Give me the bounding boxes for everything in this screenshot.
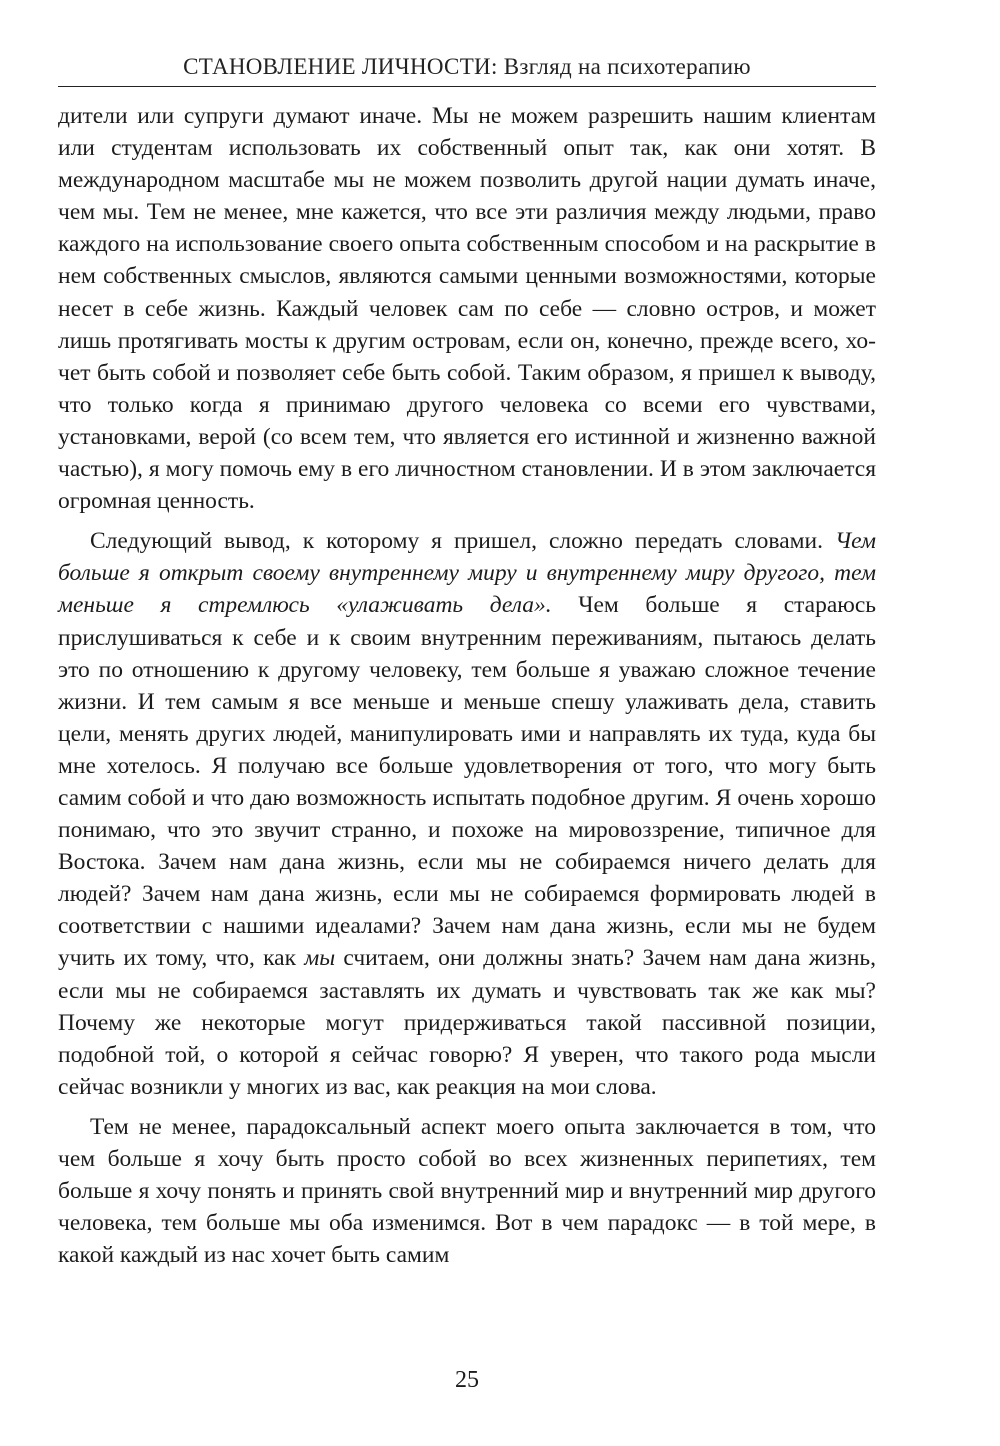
paragraph-2-lead: Следующий вывод, к которому я пришел, сложно передать словами.: [90, 528, 835, 555]
paragraph-2-italic-emphasis: Чем больше я открыт своему внутреннему миру и внутреннему миру другого, тем меньше я стремлюсь «улаживать дела».: [58, 528, 876, 619]
header-rule: [58, 86, 876, 87]
running-header: [58, 54, 876, 80]
paragraph-2-middle: Чем больше я стараюсь прислушиваться к себе и к своим внутренним переживаниям, пытаюсь делать это по отношению к другому человеку, тем больше я уважаю сложное течение жизни. И тем самым я все меньше и меньше спешу улаживать дела, ставить цели, менять других людей, манипулировать ими и направлять их туда, куда бы мне хотелось. Я получаю все больше удовлетворения от того, что могу быть самим собой и что даю возможность испытать подобное другим. Я очень хорошо понимаю, что это звучит странно, и похоже на мировоззрение, типичное для Востока. Зачем нам дана жизнь, если мы не собираемся ничего делать для людей? Зачем нам дана жизнь, если мы не собираемся формировать людей в соответствии с нашими идеалами? Зачем нам дана жизнь, если мы не будем учить их тому, что, как: [58, 592, 876, 972]
paragraph-2-tail: считаем, они должны знать? Зачем нам дана жизнь, если мы не собираемся заставлять их думать и чувствовать так же как мы? Почему же некоторые могут придерживаться такой пассивной позиции, подобной той, о которой я сейчас говорю? Я уверен, что такого рода мысли сейчас возникли у многих из вас, как реакция на мои слова.: [58, 945, 876, 1100]
paragraph-2-italic-word: мы: [304, 945, 336, 972]
body-text: [58, 100, 876, 1271]
page-number: 25: [455, 1367, 479, 1393]
running-header-title: СТАНОВЛЕНИЕ ЛИЧНОСТИ:: [183, 54, 498, 79]
paragraph-1: дители или супруги думают иначе. Мы не можем разрешить нашим клиентам или студентам использовать их собственный опыт так, как они хотят. В международном масштабе мы не можем позволить другой нации думать иначе, чем мы. Тем не менее, мне кажется, что все эти различия между людьми, право каждого на использование своего опыта собственным способом и на раскрытие в нем собственных смыслов, являются самыми ценными возможностями, которые несет в себе жизнь. Каждый человек сам по себе — словно остров, и может лишь протягивать мосты к другим островам, если он, конечно, прежде всего, хочет быть собой и позволяет себе быть собой. Таким образом, я пришел к выводу, что только когда я принимаю другого человека со всеми его чувствами, установками, верой (со всем тем, что является его истинной и жизненно важной частью), я могу помочь ему в его личностном становлении. И в этом заключается огромная ценность.: [58, 103, 876, 515]
running-header-subtitle: Взгляд на психотерапию: [497, 54, 751, 79]
paragraph-3: Тем не менее, парадоксальный аспект моего опыта заключается в том, что чем больше я хочу быть просто собой во всех жизненных перипетиях, тем больше я хочу понять и принять свой внутренний мир и внутренний мир другого человека, тем больше мы оба изменимся. Вот в чем парадокс — в той мере, в какой каждый из нас хочет быть самим: [58, 1113, 876, 1269]
paragraph-2: [58, 525, 876, 1103]
